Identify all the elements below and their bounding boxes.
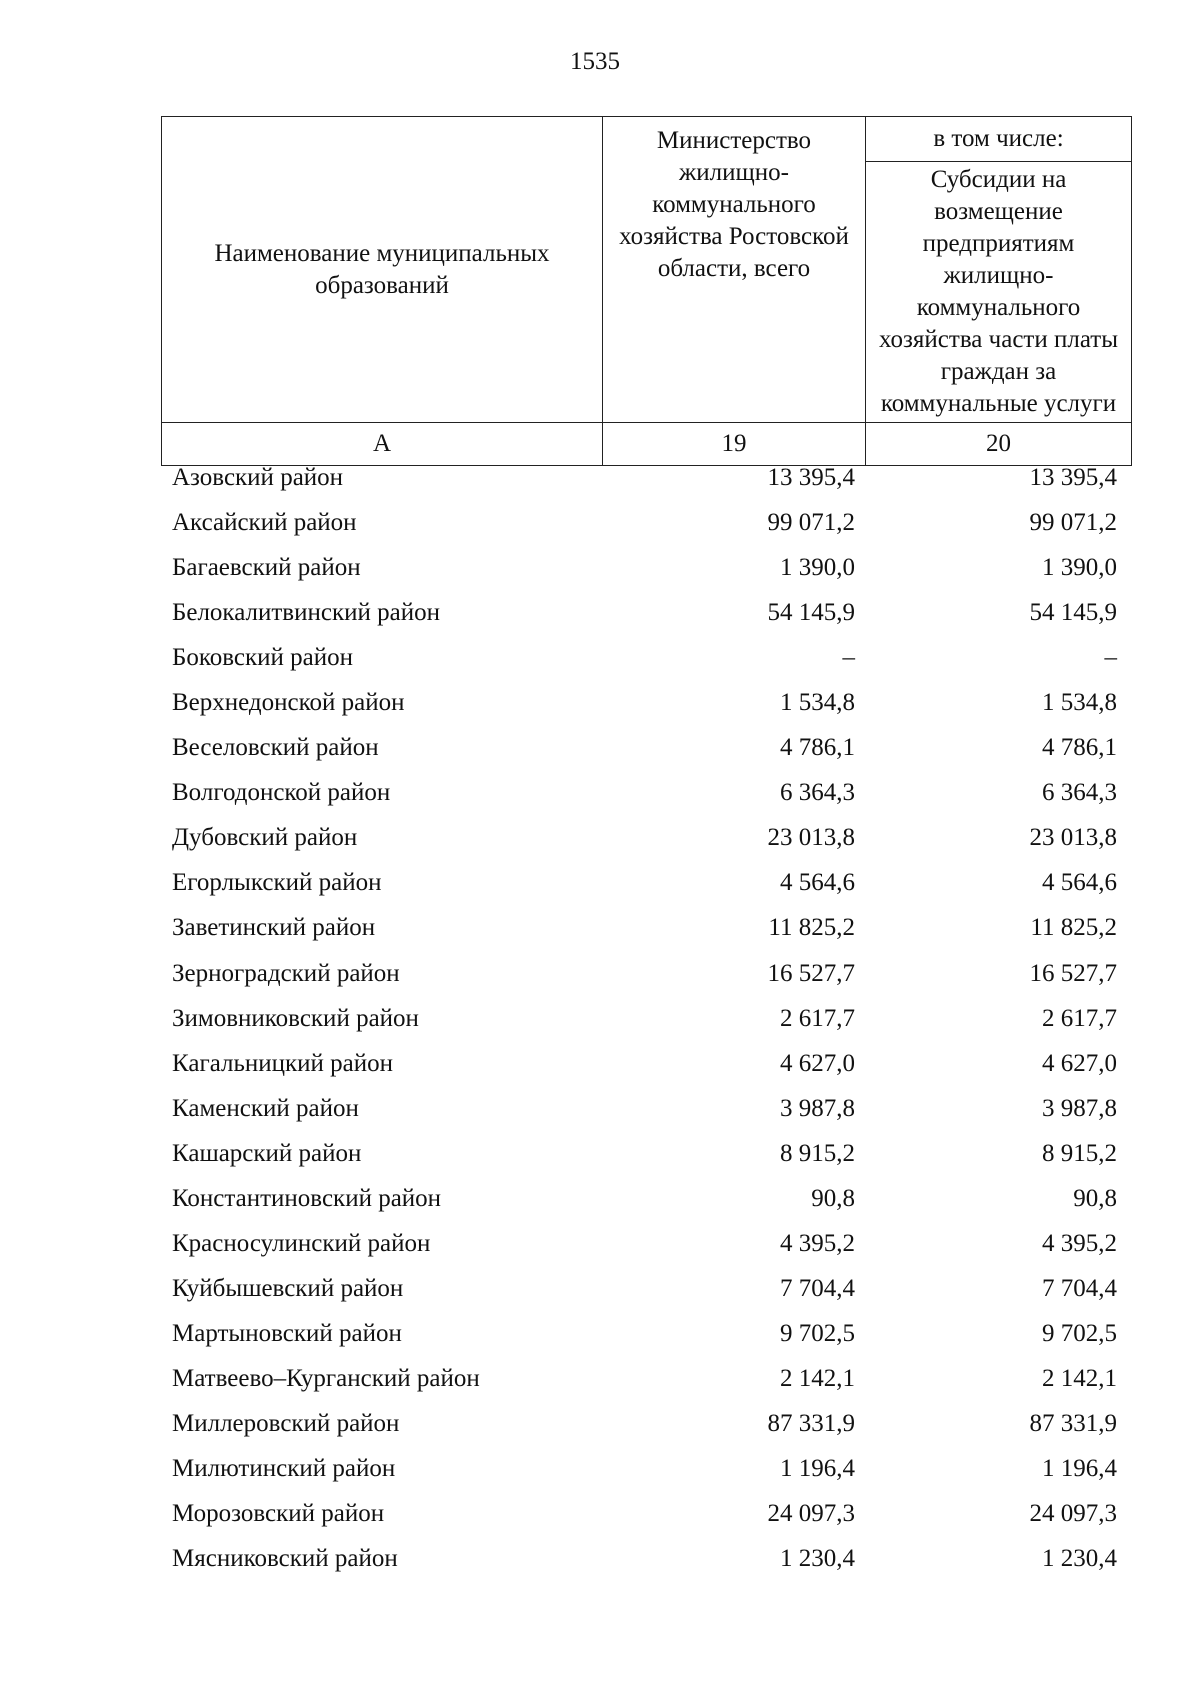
row-value-20: 23 013,8 (1029, 824, 1117, 852)
row-value-20: 1 230,4 (1042, 1545, 1117, 1573)
row-value-19: 3 987,8 (780, 1094, 855, 1122)
row-value-20: 1 196,4 (1042, 1455, 1117, 1483)
row-value-20: – (1104, 644, 1117, 672)
row-value-20: 16 527,7 (1029, 959, 1117, 987)
row-name: Морозовский район (172, 1500, 385, 1528)
row-value-19: 1 230,4 (780, 1545, 855, 1573)
table-row (0, 951, 1200, 996)
row-value-19: 99 071,2 (767, 509, 855, 537)
row-value-19: 7 704,4 (780, 1274, 855, 1302)
row-value-20: 87 331,9 (1029, 1409, 1117, 1437)
row-value-20: 3 987,8 (1042, 1094, 1117, 1122)
table-row (0, 500, 1200, 545)
table-row (0, 590, 1200, 635)
table-row (0, 1176, 1200, 1221)
row-name: Каменский район (172, 1094, 359, 1122)
row-value-19: 9 702,5 (780, 1319, 855, 1347)
row-value-19: 8 915,2 (780, 1139, 855, 1167)
table-row (0, 905, 1200, 950)
header-num-19: 19 (603, 423, 866, 466)
row-value-20: 4 786,1 (1042, 734, 1117, 762)
table-row (0, 1086, 1200, 1131)
row-name: Верхнедонской район (172, 689, 405, 717)
table-row (0, 1311, 1200, 1356)
row-name: Аксайский район (172, 509, 357, 537)
table-row (0, 1536, 1200, 1581)
row-name: Заветинский район (172, 914, 376, 942)
header-col-including: в том числе: (866, 117, 1132, 162)
row-value-20: 13 395,4 (1029, 464, 1117, 491)
row-value-20: 1 390,0 (1042, 554, 1117, 582)
row-name: Зерноградский район (172, 959, 400, 987)
row-name: Кагальницкий район (172, 1049, 394, 1077)
row-name: Мартыновский район (172, 1319, 402, 1347)
row-name: Дубовский район (172, 824, 358, 852)
row-value-19: – (842, 644, 855, 672)
row-value-19: 1 390,0 (780, 554, 855, 582)
header-col-name: Наименование муниципальных образований (162, 117, 603, 423)
row-value-19: 23 013,8 (767, 824, 855, 852)
row-name: Красносулинский район (172, 1229, 431, 1257)
table-row (0, 545, 1200, 590)
row-value-19: 87 331,9 (767, 1409, 855, 1437)
row-name: Багаевский район (172, 554, 361, 582)
table-header (161, 116, 1132, 466)
header-col-subsidy: Субсидии на возмещение предприятиям жилищно-коммунального хозяйства части платы граждан за коммунальные услуги (866, 162, 1132, 423)
row-value-19: 1 534,8 (780, 689, 855, 717)
row-name: Боковский район (172, 644, 353, 672)
table-row (0, 1491, 1200, 1536)
header-num-20: 20 (866, 423, 1132, 466)
table-row (0, 1446, 1200, 1491)
row-value-19: 13 395,4 (767, 464, 855, 491)
table-row (0, 860, 1200, 905)
table-row (0, 1131, 1200, 1176)
table-row (0, 1356, 1200, 1401)
row-value-19: 4 786,1 (780, 734, 855, 762)
row-name: Мясниковский район (172, 1545, 398, 1573)
row-value-20: 4 627,0 (1042, 1049, 1117, 1077)
table-row (0, 680, 1200, 725)
table-row (0, 996, 1200, 1041)
row-value-19: 54 145,9 (767, 599, 855, 627)
row-name: Куйбышевский район (172, 1274, 404, 1302)
row-value-19: 11 825,2 (768, 914, 855, 942)
table-body (0, 455, 1200, 1581)
table-row (0, 1401, 1200, 1446)
row-value-19: 1 196,4 (780, 1455, 855, 1483)
page-number: 1535 (570, 48, 620, 75)
row-name: Веселовский район (172, 734, 379, 762)
row-name: Егорлыкский район (172, 869, 382, 897)
row-name: Матвеево–Курганский район (172, 1364, 480, 1392)
row-value-19: 2 142,1 (780, 1364, 855, 1392)
row-name: Миллеровский район (172, 1409, 400, 1437)
row-value-20: 8 915,2 (1042, 1139, 1117, 1167)
row-name: Азовский район (172, 464, 344, 491)
table-row (0, 455, 1200, 500)
row-value-19: 16 527,7 (767, 959, 855, 987)
row-value-20: 2 142,1 (1042, 1364, 1117, 1392)
header-col-ministry: Министерство жилищно-коммунального хозяйства Ростовской области, всего (603, 117, 866, 423)
row-name: Зимовниковский район (172, 1004, 419, 1032)
row-value-20: 9 702,5 (1042, 1319, 1117, 1347)
row-value-20: 4 564,6 (1042, 869, 1117, 897)
table-row (0, 815, 1200, 860)
row-value-19: 6 364,3 (780, 779, 855, 807)
row-name: Константиновский район (172, 1184, 442, 1212)
row-value-19: 90,8 (811, 1184, 855, 1212)
row-value-20: 2 617,7 (1042, 1004, 1117, 1032)
row-value-19: 4 627,0 (780, 1049, 855, 1077)
table-row (0, 725, 1200, 770)
row-value-20: 99 071,2 (1029, 509, 1117, 537)
row-value-20: 24 097,3 (1029, 1500, 1117, 1528)
row-value-19: 2 617,7 (780, 1004, 855, 1032)
table-row (0, 1221, 1200, 1266)
table-row (0, 1266, 1200, 1311)
table-row (0, 635, 1200, 680)
row-name: Волгодонской район (172, 779, 391, 807)
header-num-a: А (162, 423, 603, 466)
table-row (0, 770, 1200, 815)
row-name: Белокалитвинский район (172, 599, 440, 627)
row-value-20: 54 145,9 (1029, 599, 1117, 627)
row-value-20: 7 704,4 (1042, 1274, 1117, 1302)
row-value-20: 6 364,3 (1042, 779, 1117, 807)
row-name: Кашарский район (172, 1139, 362, 1167)
row-name: Милютинский район (172, 1455, 396, 1483)
row-value-19: 24 097,3 (767, 1500, 855, 1528)
row-value-20: 1 534,8 (1042, 689, 1117, 717)
row-value-20: 90,8 (1073, 1184, 1117, 1212)
row-value-20: 11 825,2 (1030, 914, 1117, 942)
table-row (0, 1041, 1200, 1086)
row-value-19: 4 564,6 (780, 869, 855, 897)
row-value-20: 4 395,2 (1042, 1229, 1117, 1257)
row-value-19: 4 395,2 (780, 1229, 855, 1257)
